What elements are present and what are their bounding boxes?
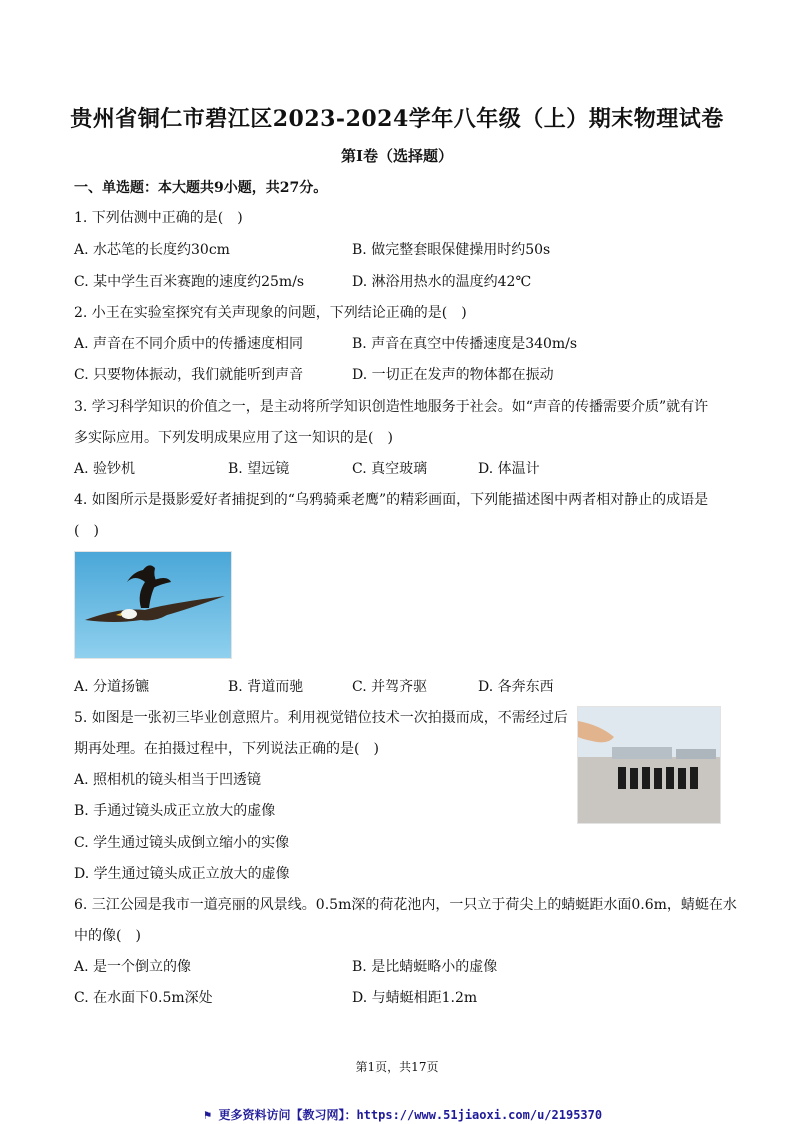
question-6-stem-line-1: 6. 三江公园是我市一道亮丽的风景线。0.5m深的荷花池内，一只立于荷尖上的蜻蜓距水面0.6m，蜻蜓在水 <box>74 897 737 913</box>
page-title: 贵州省铜仁市碧江区2023-2024学年八年级（上）期末物理试卷 <box>70 106 724 132</box>
question-6-option-c: C. 在水面下0.5m深处 <box>74 990 213 1006</box>
question-3-option-a: A. 验钞机 <box>74 461 136 477</box>
graduation-photo <box>577 706 721 824</box>
question-3-stem-line-1: 3. 学习科学知识的价值之一，是主动将所学知识创造性地服务于社会。如“声音的传播需要介质”就有许 <box>74 399 709 415</box>
question-6-stem-line-2: 中的像( ) <box>74 928 141 944</box>
question-3-stem-line-2: 多实际应用。下列发明成果应用了这一知识的是( ) <box>74 430 393 446</box>
question-5-option-c: C. 学生通过镜头成倒立缩小的实像 <box>74 835 290 851</box>
eagle-crow-photo <box>74 551 232 659</box>
question-4-option-c: C. 并驾齐驱 <box>352 679 428 695</box>
question-4-stem-line-1: 4. 如图所示是摄影爱好者捕捉到的“乌鸦骑乘老鹰”的精彩画面，下列能描述图中两者相对静止的成语是 <box>74 492 709 508</box>
question-6-option-b: B. 是比蜻蜓略小的虚像 <box>352 959 498 975</box>
question-2-option-d: D. 一切正在发声的物体都在振动 <box>352 367 554 383</box>
resource-link[interactable] <box>204 1106 602 1123</box>
question-5-option-b: B. 手通过镜头成正立放大的虚像 <box>74 803 276 819</box>
question-2-stem: 2. 小王在实验室探究有关声现象的问题，下列结论正确的是( ) <box>74 305 467 321</box>
question-4-stem-line-2: ( ) <box>74 523 99 539</box>
question-4-option-a: A. 分道扬镳 <box>74 679 150 695</box>
question-1-stem: 1. 下列估测中正确的是( ) <box>74 210 243 226</box>
question-5-stem-line-1: 5. 如图是一张初三毕业创意照片。利用视觉错位技术一次拍摄而成，不需经过后 <box>74 710 568 726</box>
question-3-option-b: B. 望远镜 <box>228 461 290 477</box>
resource-link-text[interactable]: 更多资料访问【教习网】：https://www.51jiaoxi.com/u/2195370 <box>218 1108 603 1122</box>
question-1-option-d: D. 淋浴用热水的温度约42℃ <box>352 274 532 290</box>
question-4-option-d: D. 各奔东西 <box>478 679 554 695</box>
question-1-option-b: B. 做完整套眼保健操用时约50s <box>352 242 551 258</box>
page-subtitle: 第Ⅰ卷（选择题） <box>340 147 454 165</box>
question-2-option-a: A. 声音在不同介质中的传播速度相同 <box>74 336 304 352</box>
question-3-option-c: C. 真空玻璃 <box>352 461 428 477</box>
question-4-option-b: B. 背道而驰 <box>228 679 304 695</box>
question-2-option-b: B. 声音在真空中传播速度是340m/s <box>352 336 578 352</box>
question-2-option-c: C. 只要物体振动，我们就能听到声音 <box>74 367 304 383</box>
question-5-option-a: A. 照相机的镜头相当于凹透镜 <box>74 772 262 788</box>
flag-icon: ⚑ <box>204 1108 219 1122</box>
question-5-option-d: D. 学生通过镜头成正立放大的虚像 <box>74 866 290 882</box>
question-5-stem-line-2: 期再处理。在拍摄过程中，下列说法正确的是( ) <box>74 741 379 757</box>
question-6-option-d: D. 与蜻蜓相距1.2m <box>352 990 478 1006</box>
page-number: 第1页，共17页 <box>355 1060 439 1074</box>
question-3-option-d: D. 体温计 <box>478 461 540 477</box>
question-1-option-c: C. 某中学生百米赛跑的速度约25m/s <box>74 274 305 290</box>
question-6-option-a: A. 是一个倒立的像 <box>74 959 192 975</box>
section-heading: 一、单选题：本大题共9小题，共27分。 <box>74 180 328 196</box>
question-1-option-a: A. 水芯笔的长度约30cm <box>74 242 230 258</box>
